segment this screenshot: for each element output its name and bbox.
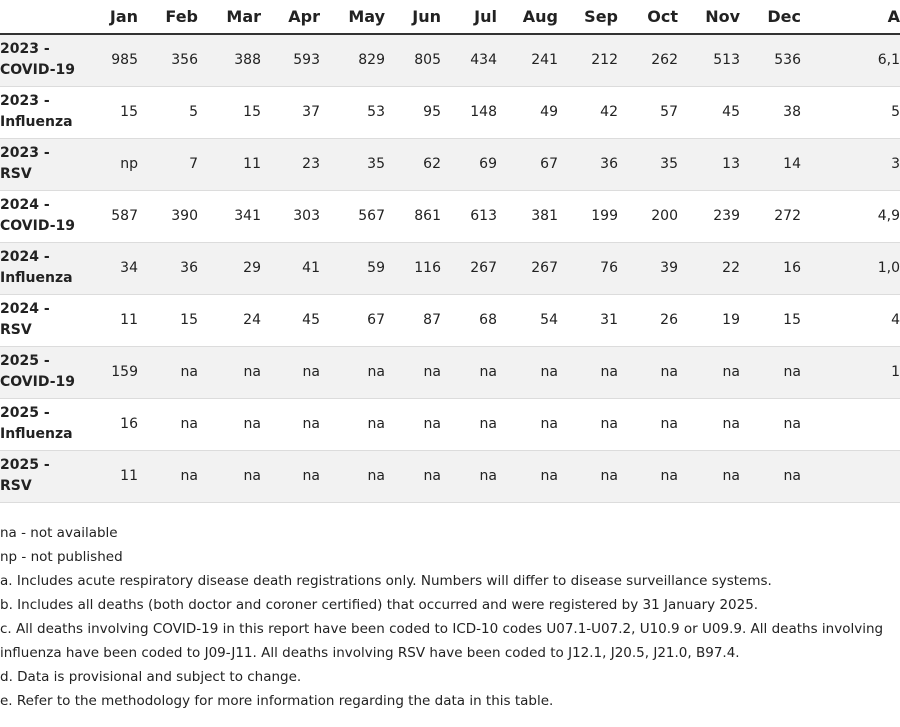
table-cell: na: [783, 468, 801, 484]
table-cell: 5: [189, 104, 198, 120]
table-cell: na: [243, 416, 261, 432]
column-header: Feb: [138, 0, 198, 34]
table-cell: 19: [722, 312, 740, 328]
table-cell: na: [722, 416, 740, 432]
table-cell: 861: [414, 208, 441, 224]
table-cell: 23: [302, 156, 320, 172]
row-label-disease: RSV: [0, 322, 32, 338]
table-cell: na: [423, 468, 441, 484]
table-cell: 36: [180, 260, 198, 276]
table-header: [0, 0, 900, 34]
table-cell: na: [479, 364, 497, 380]
row-label-disease: COVID-19: [0, 374, 76, 390]
table-cell: na: [243, 364, 261, 380]
table-cell: na: [243, 468, 261, 484]
table-cell: 267: [470, 260, 497, 276]
row-label-disease: Influenza: [0, 270, 73, 286]
row-label-disease: COVID-19: [0, 218, 76, 234]
note-line: c. All deaths involving COVID-19 in this report have been coded to ICD-10 codes U07.1-U07.2, U10.9 or U09.9. All deaths involving: [0, 621, 884, 637]
column-header: Nov: [678, 0, 740, 34]
table-cell: 356: [171, 52, 198, 69]
column-header: Oct: [618, 0, 678, 34]
table-cell: 68: [479, 312, 497, 328]
table-cell: na: [660, 364, 678, 380]
table-cell: 805: [414, 52, 441, 69]
table-row: [0, 242, 900, 294]
table-cell: 35: [367, 156, 385, 172]
table-cell: 39: [660, 260, 678, 276]
table-cell: 5: [891, 104, 900, 120]
table-cell: 36: [600, 156, 618, 172]
table-cell: 3: [891, 156, 900, 172]
table-cell: 593: [293, 52, 320, 69]
table-cell: [801, 450, 900, 502]
column-header: Aug: [497, 0, 558, 34]
table-cell: na: [660, 416, 678, 432]
table-cell: 239: [713, 208, 740, 224]
column-header-label: [0, 0, 98, 34]
table-cell: na: [600, 416, 618, 432]
table-cell: 57: [660, 104, 678, 120]
table-cell: np: [120, 156, 138, 172]
table-cell: 67: [540, 156, 558, 172]
table-cell: [801, 398, 900, 450]
table-cell: 31: [600, 312, 618, 328]
table-cell: 38: [783, 104, 801, 120]
table-cell: 272: [774, 208, 801, 224]
column-header: Dec: [740, 0, 801, 34]
note-line: e. Refer to the methodology for more information regarding the data in this table.: [0, 693, 554, 709]
table-cell: 14: [783, 156, 801, 172]
row-label-disease: RSV: [0, 478, 32, 494]
row-label: [0, 34, 98, 86]
table-cell: 200: [651, 208, 678, 224]
table-cell: 37: [302, 104, 320, 120]
table-body: [0, 34, 900, 502]
table-cell: 22: [722, 260, 740, 276]
table-cell: na: [302, 364, 320, 380]
column-header: A: [801, 0, 900, 34]
table-cell: 45: [302, 312, 320, 328]
note-line: na - not available: [0, 525, 118, 541]
table-cell: 390: [171, 208, 198, 224]
row-label-disease: RSV: [0, 166, 32, 182]
row-label-disease: COVID-19: [0, 62, 76, 79]
column-header: Sep: [558, 0, 618, 34]
table-cell: 29: [243, 260, 261, 276]
table-row: [0, 34, 900, 86]
table-cell: na: [783, 364, 801, 380]
column-header: Jan: [98, 0, 138, 34]
table-cell: 388: [234, 52, 261, 69]
row-label-year: 2024 -: [0, 249, 50, 265]
table-row: [0, 138, 900, 190]
row-label-year: 2025 -: [0, 405, 50, 421]
table-cell: 69: [479, 156, 497, 172]
table-cell: 24: [243, 312, 261, 328]
table-cell: na: [479, 468, 497, 484]
table-cell: 536: [774, 52, 801, 69]
table-cell: 41: [302, 260, 320, 276]
table-cell: 16: [120, 416, 138, 432]
column-header: Jul: [441, 0, 497, 34]
table-cell: na: [367, 416, 385, 432]
table-cell: 341: [234, 208, 261, 224]
row-label: [0, 294, 98, 346]
note-line: b. Includes all deaths (both doctor and coroner certified) that occurred and were registered by 31 January 2025.: [0, 597, 759, 613]
table-cell: 434: [470, 52, 497, 69]
table-cell: na: [367, 468, 385, 484]
table-cell: 513: [713, 52, 740, 69]
table-cell: na: [722, 468, 740, 484]
table-cell: 67: [367, 312, 385, 328]
table-cell: 116: [414, 260, 441, 276]
table-cell: 34: [120, 260, 138, 276]
table-cell: 62: [423, 156, 441, 172]
table-notes: [0, 521, 884, 713]
table-cell: 54: [540, 312, 558, 328]
table-cell: 587: [111, 208, 138, 224]
table-cell: na: [540, 468, 558, 484]
table-cell: 303: [293, 208, 320, 224]
note-line: a. Includes acute respiratory disease death registrations only. Numbers will differ to disease surveillance systems.: [0, 573, 772, 589]
note-line: influenza have been coded to J09-J11. All deaths involving RSV have been coded to J12.1, J20.5, J21.0, B97.4.: [0, 645, 740, 661]
table-cell: na: [180, 364, 198, 380]
table-cell: 262: [651, 52, 678, 69]
table-cell: na: [600, 468, 618, 484]
column-header: Jun: [385, 0, 441, 34]
table-cell: na: [302, 468, 320, 484]
table-cell: 76: [600, 260, 618, 276]
table-cell: 267: [531, 260, 558, 276]
table-cell: na: [180, 416, 198, 432]
table-cell: na: [367, 364, 385, 380]
column-header: Apr: [261, 0, 320, 34]
table-cell: 45: [722, 104, 740, 120]
table-cell: 15: [120, 104, 138, 120]
note-line: d. Data is provisional and subject to change.: [0, 669, 302, 685]
table-row: [0, 450, 900, 502]
row-label: [0, 398, 98, 450]
row-label-year: 2023 -: [0, 41, 50, 58]
table-cell: 1,0: [877, 260, 900, 276]
table-cell: 199: [591, 208, 618, 224]
table-cell: na: [479, 416, 497, 432]
table-cell: na: [660, 468, 678, 484]
table-cell: na: [423, 364, 441, 380]
column-header: Mar: [198, 0, 261, 34]
row-label: [0, 450, 98, 502]
table-cell: na: [540, 416, 558, 432]
column-header: May: [320, 0, 385, 34]
table-cell: 26: [660, 312, 678, 328]
table-cell: 11: [120, 312, 138, 328]
table-cell: 35: [660, 156, 678, 172]
table-cell: na: [302, 416, 320, 432]
table-row: [0, 86, 900, 138]
table-cell: na: [783, 416, 801, 432]
header-row: [0, 0, 900, 34]
row-label: [0, 346, 98, 398]
row-label-year: 2025 -: [0, 457, 50, 473]
table-cell: 829: [358, 52, 385, 69]
table-cell: 381: [531, 208, 558, 224]
table-cell: 567: [358, 208, 385, 224]
table-cell: 241: [531, 52, 558, 69]
row-label: [0, 242, 98, 294]
row-label-disease: Influenza: [0, 114, 73, 130]
table-cell: 87: [423, 312, 441, 328]
table-cell: 4,9: [877, 208, 900, 224]
table-cell: na: [722, 364, 740, 380]
table-cell: 59: [367, 260, 385, 276]
table-cell: 13: [722, 156, 740, 172]
row-label-year: 2024 -: [0, 301, 50, 317]
row-label-year: 2023 -: [0, 93, 50, 109]
table-row: [0, 294, 900, 346]
note-line: np - not published: [0, 549, 123, 565]
table-cell: 11: [120, 468, 138, 484]
table-cell: 95: [423, 104, 441, 120]
table-cell: 16: [783, 260, 801, 276]
row-label: [0, 86, 98, 138]
row-label: [0, 190, 98, 242]
table-cell: 11: [243, 156, 261, 172]
row-label-year: 2024 -: [0, 197, 50, 213]
table-cell: 613: [470, 208, 497, 224]
row-label-year: 2023 -: [0, 145, 50, 161]
table-row: [0, 346, 900, 398]
table-cell: 1: [891, 364, 900, 380]
row-label-disease: Influenza: [0, 426, 73, 442]
table-cell: na: [180, 468, 198, 484]
table-cell: 159: [111, 364, 138, 380]
table-row: [0, 190, 900, 242]
row-label-year: 2025 -: [0, 353, 50, 369]
table-cell: 49: [540, 104, 558, 120]
table-cell: 42: [600, 104, 618, 120]
table-cell: na: [600, 364, 618, 380]
table-row: [0, 398, 900, 450]
table-cell: 15: [180, 312, 198, 328]
table-cell: 148: [470, 104, 497, 120]
table-cell: 212: [591, 52, 618, 69]
table-cell: 6,1: [877, 52, 900, 69]
table-cell: na: [423, 416, 441, 432]
table-cell: 15: [243, 104, 261, 120]
table-cell: 7: [189, 156, 198, 172]
row-label: [0, 138, 98, 190]
table-cell: 15: [783, 312, 801, 328]
table-cell: na: [540, 364, 558, 380]
table-cell: 985: [111, 52, 138, 69]
table-cell: 4: [891, 312, 900, 328]
table-cell: 53: [367, 104, 385, 120]
